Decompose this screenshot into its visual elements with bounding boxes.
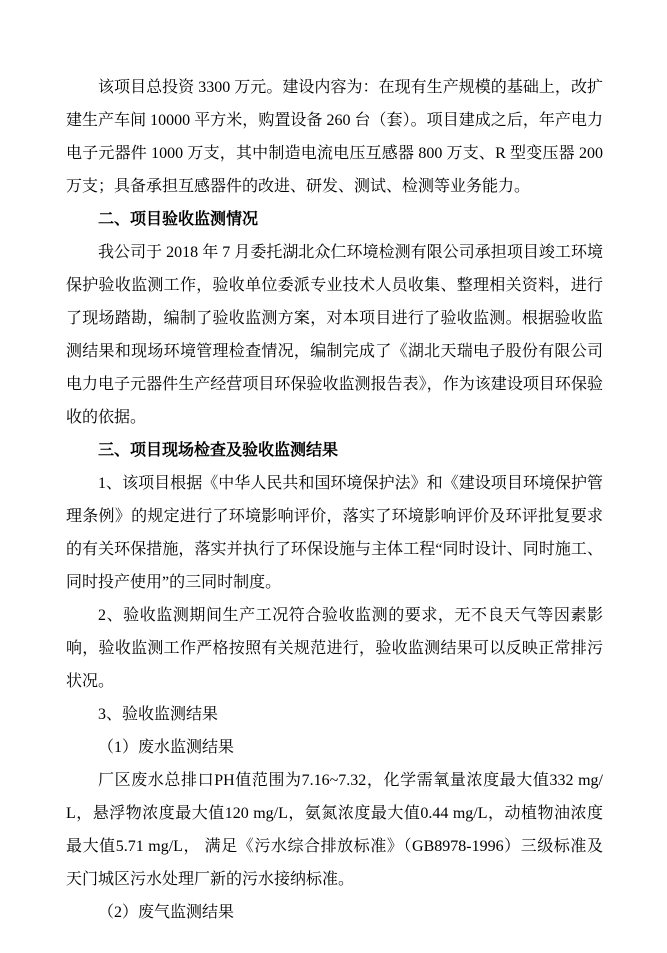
paragraph-item-3-results-label: 3、验收监测结果 [98,706,219,723]
heading-section-2-acceptance-monitoring: 二、项目验收监测情况 [98,211,259,228]
paragraph-wastewater-results: 厂区废水总排口PH值范围为7.16~7.32，化学需氧量浓度最大值332 mg/L，悬浮物浓度最大值120 mg/L，氨氮浓度最大值0.44 mg/L，动植物油浓度最大值5.71 mg/L， 满足《污水综合排放标准》（GB8978-1996）三级标准及天门城区污水处理厂新的污水接纳标准。 [66,772,603,888]
paragraph-subitem-2-exhaust-gas-label: （2）废气监测结果 [98,904,235,921]
paragraph-item-2-working-conditions: 2、验收监测期间生产工况符合验收监测的要求，无不良天气等因素影响，验收监测工作严格按照有关规范进行，验收监测结果可以反映正常排污状况。 [66,607,603,690]
paragraph-monitoring-commission: 我公司于 2018 年 7 月委托湖北众仁环境检测有限公司承担项目竣工环境保护验收监测工作，验收单位委派专业技术人员收集、整理相关资料，进行了现场踏勘，编制了验收监测方案，对本项目进行了验收监测。根据验收监测结果和现场环境管理检查情况，编制完成了《湖北天瑞电子股份有限公司电力电子元器件生产经营项目环保验收监测报告表》，作为该建设项目环保验收的依据。 [66,244,603,426]
heading-section-3-inspection-results: 三、项目现场检查及验收监测结果 [98,442,339,459]
paragraph-item-1-eia-compliance: 1、该项目根据《中华人民共和国环境保护法》和《建设项目环境保护管理条例》的规定进行了环境影响评价，落实了环境影响评价及环评批复要求的有关环保措施，落实并执行了环保设施与主体工程“同时设计、同时施工、同时投产使用”的三同时制度。 [66,475,603,591]
paragraph-project-overview: 该项目总投资 3300 万元。建设内容为：在现有生产规模的基础上，改扩建生产车间 10000 平方米，购置设备 260 台（套）。项目建成之后，年产电力电子元器件 1000 万支，其中制造电流电压互感器 800 万支、R 型变压器 200 万支；具备承担互感器件的改进、研发、测试、检测等业务能力。 [66,79,603,195]
document-content [66,71,603,929]
paragraph-subitem-1-wastewater-label: （1）废水监测结果 [98,739,235,756]
